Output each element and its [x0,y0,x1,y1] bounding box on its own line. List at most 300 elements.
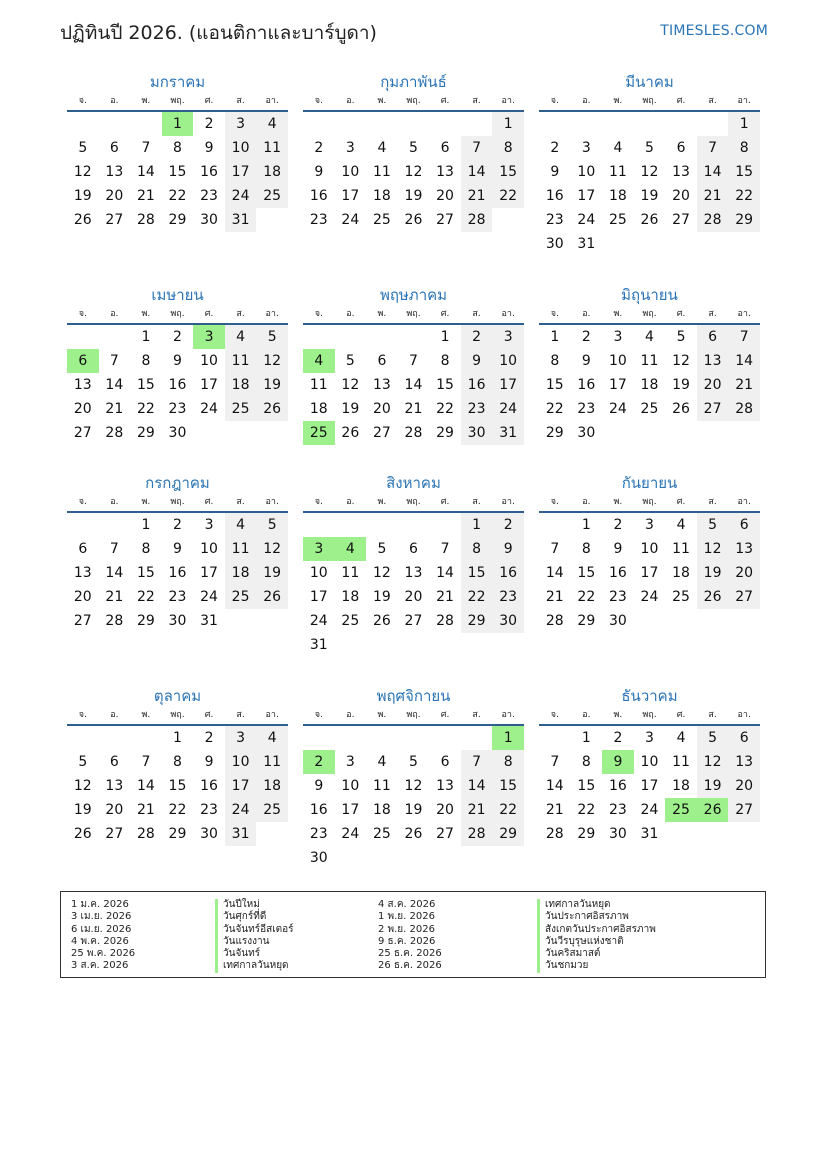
site-link[interactable]: TIMESLES.COM [660,23,768,39]
weekday-label: พ. [141,309,151,319]
weekday-label: จ. [314,710,323,720]
weekday-label: ศ. [204,710,214,720]
day-cell: 24 [341,212,360,228]
day-cell: 30 [309,850,328,866]
day-cell: 9 [173,353,182,369]
month-block [539,283,760,445]
day-cell: 10 [577,164,596,180]
legend-date: 4 พ.ค. 2026 [71,935,129,947]
day-cell: 6 [676,140,686,156]
weekday-label: จ. [314,309,323,319]
day-grid [303,325,524,445]
day-cell: 31 [640,826,659,842]
weekday-label: พ. [377,710,387,720]
weekday-header [67,495,288,513]
day-cell: 9 [613,541,623,557]
day-cell: 26 [372,613,391,629]
empty-cell [303,726,335,750]
weekday-label: อ. [110,497,119,507]
empty-cell [461,112,493,136]
day-cell: 20 [73,401,92,417]
day-cell: 15 [545,377,564,393]
month-block [539,684,760,846]
day-cell: 11 [225,537,257,561]
legend-holiday-name: สังเกตวันประกาศอิสรภาพ [537,924,656,936]
day-cell: 22 [545,401,564,417]
weekday-label: ส. [236,497,245,507]
day-cell: 28 [136,212,155,228]
day-cell: 16 [545,188,564,204]
month-name: ตุลาคม [153,687,202,705]
day-cell: 19 [640,188,659,204]
month-name: กรกฎาคม [145,474,210,492]
legend-date: 25 ธ.ค. 2026 [378,948,442,960]
day-cell: 16 [200,164,218,180]
day-cell: 24 [309,613,328,629]
weekday-label: ศ. [440,96,450,106]
weekday-label: พ. [141,497,151,507]
day-cell: 5 [78,140,88,156]
day-cell: 26 [73,212,92,228]
day-cell: 5 [256,513,288,537]
month-block [303,471,524,657]
day-cell: 7 [409,353,418,369]
weekday-label: พฤ. [170,96,185,106]
day-cell: 14 [105,377,124,393]
month-block [67,684,288,846]
day-cell: 28 [461,822,493,846]
day-cell: 27 [697,397,729,421]
day-cell: 11 [256,750,288,774]
day-cell: 4 [256,112,288,136]
weekday-header [67,307,288,325]
day-cell: 21 [545,589,564,605]
day-cell: 11 [309,377,328,393]
day-cell: 28 [404,425,423,441]
day-cell: 17 [200,377,218,393]
day-cell: 8 [550,353,560,369]
empty-cell [303,513,335,537]
day-cell: 16 [608,778,627,794]
day-cell: 23 [168,401,187,417]
day-cell: 18 [225,561,257,585]
day-cell: 15 [492,774,524,798]
weekday-label: พ. [377,96,387,106]
day-cell: 22 [461,585,493,609]
day-cell: 5 [409,754,418,770]
day-cell: 24 [200,589,218,605]
day-cell: 21 [105,589,124,605]
day-cell: 24 [577,212,596,228]
day-cell: 4 [377,754,387,770]
day-cell: 14 [404,377,423,393]
day-cell: 9 [173,541,182,557]
day-cell: 26 [341,425,360,441]
weekday-label: ศ. [204,497,214,507]
day-cell: 9 [492,537,524,561]
day-cell: 30 [461,421,493,445]
day-cell: 2 [550,140,560,156]
day-cell: 12 [404,164,423,180]
day-cell: 25 [225,397,257,421]
weekday-label: พฤ. [170,497,185,507]
day-cell: 1 [492,112,524,136]
empty-cell [429,513,461,537]
day-cell: 30 [492,609,524,633]
day-cell: 20 [436,188,454,204]
weekday-label: ศ. [676,96,686,106]
weekday-label: พ. [377,309,387,319]
weekday-label: จ. [550,309,559,319]
legend-holiday-name: เทศกาลวันหยุด [537,899,656,911]
weekday-label: ส. [236,710,245,720]
legend-holiday-name: วันจันทร์อีสเตอร์ [215,924,294,936]
day-cell: 23 [461,397,493,421]
day-cell: 4 [613,140,623,156]
day-cell: 17 [341,188,360,204]
day-cell: 16 [168,565,187,581]
day-cell: 6 [728,513,760,537]
day-cell: 12 [341,377,360,393]
day-cell: 26 [672,401,690,417]
day-cell: 10 [492,349,524,373]
day-cell: 31 [577,236,596,252]
empty-cell [303,112,335,136]
day-cell: 10 [341,778,360,794]
day-cell: 6 [728,726,760,750]
day-cell: 19 [73,802,92,818]
day-cell: 16 [309,188,328,204]
day-cell: 8 [173,754,182,770]
day-cell: 24 [200,401,218,417]
day-cell: 17 [640,778,659,794]
day-cell: 30 [168,425,187,441]
day-grid [539,513,760,633]
day-cell: 3 [225,726,257,750]
holiday-day-cell: 26 [697,798,729,822]
weekday-label: ศ. [676,497,686,507]
day-cell: 7 [440,541,450,557]
day-grid [303,112,524,232]
weekday-label: ส. [472,96,481,106]
day-cell: 14 [436,565,454,581]
weekday-label: จ. [550,96,559,106]
weekday-label: ส. [708,96,717,106]
day-grid [539,726,760,846]
day-cell: 25 [225,585,257,609]
month-name: กันยายน [621,474,678,492]
day-cell: 5 [78,754,88,770]
holiday-day-cell: 25 [665,798,697,822]
holiday-day-cell: 1 [492,726,524,750]
day-cell: 22 [577,802,596,818]
day-cell: 1 [440,329,450,345]
empty-cell [99,325,131,349]
day-cell: 13 [372,377,391,393]
day-cell: 1 [461,513,493,537]
month-block [67,471,288,633]
month-block [67,70,288,232]
day-cell: 19 [404,802,423,818]
day-grid [539,325,760,445]
empty-cell [602,112,634,136]
day-cell: 2 [204,730,214,746]
day-cell: 28 [436,613,454,629]
day-cell: 20 [672,188,690,204]
day-cell: 13 [728,750,760,774]
day-cell: 18 [372,188,391,204]
day-cell: 20 [73,589,92,605]
weekday-label: ศ. [204,96,214,106]
weekday-label: อา. [501,96,515,106]
weekday-label: อ. [582,497,591,507]
empty-cell [539,726,571,750]
empty-cell [67,726,99,750]
day-cell: 11 [608,164,627,180]
day-cell: 12 [404,778,423,794]
day-cell: 11 [225,349,257,373]
day-cell: 15 [168,778,187,794]
day-cell: 29 [461,609,493,633]
day-cell: 20 [436,802,454,818]
empty-cell [429,112,461,136]
weekday-label: อา. [501,497,515,507]
day-cell: 16 [309,802,328,818]
day-cell: 31 [200,613,218,629]
day-cell: 21 [404,401,423,417]
legend-holiday-name: วันศุกร์ที่ดี [215,911,294,923]
holiday-legend [60,891,766,978]
month-name: มกราคม [149,73,206,91]
month-name: พฤษภาคม [379,286,448,304]
empty-cell [67,513,99,537]
day-cell: 27 [73,425,92,441]
day-cell: 1 [728,112,760,136]
day-cell: 19 [256,373,288,397]
day-cell: 19 [404,188,423,204]
empty-cell [99,726,131,750]
legend-date: 1 ม.ค. 2026 [71,899,129,910]
day-cell: 5 [676,329,686,345]
day-cell: 30 [608,826,627,842]
day-cell: 24 [492,397,524,421]
day-cell: 26 [256,397,288,421]
day-cell: 29 [136,425,155,441]
day-cell: 11 [640,353,659,369]
day-cell: 16 [577,377,596,393]
day-cell: 28 [105,425,124,441]
day-cell: 13 [105,778,124,794]
weekday-label: อ. [582,96,591,106]
day-cell: 15 [436,377,454,393]
month-name: มิถุนายน [621,286,678,304]
day-cell: 15 [461,561,493,585]
day-cell: 22 [136,589,155,605]
legend-date: 2 พ.ย. 2026 [378,923,435,935]
day-cell: 16 [461,373,493,397]
day-cell: 21 [105,401,124,417]
day-grid [539,112,760,256]
day-cell: 29 [577,826,596,842]
day-cell: 6 [697,325,729,349]
day-cell: 28 [728,397,760,421]
legend-left-dates [71,899,135,973]
day-cell: 24 [608,401,627,417]
weekday-label: พฤ. [406,309,421,319]
empty-cell [67,112,99,136]
day-cell: 16 [492,561,524,585]
day-cell: 7 [109,353,119,369]
weekday-header [303,307,524,325]
day-cell: 21 [697,184,729,208]
empty-cell [665,112,697,136]
weekday-label: อ. [110,710,119,720]
day-cell: 4 [676,517,686,533]
empty-cell [335,726,367,750]
day-cell: 15 [728,160,760,184]
day-cell: 4 [225,513,257,537]
day-cell: 21 [728,373,760,397]
day-cell: 14 [545,778,564,794]
day-cell: 6 [78,541,88,557]
weekday-header [303,495,524,513]
legend-date: 3 ส.ค. 2026 [71,960,129,972]
day-cell: 3 [613,329,623,345]
day-cell: 1 [581,517,591,533]
empty-cell [539,513,571,537]
day-cell: 18 [672,778,690,794]
day-cell: 24 [225,798,257,822]
day-cell: 17 [608,377,627,393]
weekday-label: ส. [236,96,245,106]
day-cell: 3 [204,517,214,533]
day-cell: 10 [225,136,257,160]
day-cell: 5 [697,513,729,537]
day-cell: 26 [640,212,659,228]
weekday-label: อ. [110,309,119,319]
day-cell: 18 [341,589,360,605]
day-cell: 27 [436,826,454,842]
day-cell: 14 [461,774,493,798]
legend-holiday-name: วันจันทร์ [215,948,294,960]
month-name: มีนาคม [625,73,674,91]
empty-cell [461,726,493,750]
day-cell: 13 [73,377,92,393]
day-cell: 30 [168,613,187,629]
month-block [539,471,760,633]
day-cell: 3 [645,730,654,746]
day-cell: 29 [492,822,524,846]
day-cell: 17 [309,589,328,605]
day-cell: 27 [672,212,690,228]
empty-cell [335,325,367,349]
legend-holiday-name: วันชกมวย [537,960,656,972]
day-cell: 23 [200,188,218,204]
day-cell: 12 [256,349,288,373]
empty-cell [634,112,666,136]
day-cell: 15 [168,164,187,180]
day-cell: 6 [109,140,119,156]
day-cell: 12 [640,164,659,180]
weekday-label: ส. [472,497,481,507]
legend-right-names [537,899,656,973]
day-cell: 28 [545,613,564,629]
day-cell: 23 [168,589,187,605]
weekday-label: อ. [110,96,119,106]
day-cell: 8 [141,541,151,557]
day-cell: 13 [404,565,423,581]
day-cell: 6 [440,754,450,770]
day-cell: 6 [109,754,119,770]
day-cell: 31 [492,421,524,445]
weekday-label: พ. [613,497,623,507]
day-grid [67,513,288,633]
empty-cell [571,112,603,136]
day-cell: 28 [105,613,124,629]
day-cell: 10 [640,754,659,770]
day-cell: 17 [225,160,257,184]
day-cell: 27 [105,212,124,228]
day-cell: 21 [461,798,493,822]
day-cell: 25 [372,826,391,842]
day-cell: 2 [581,329,591,345]
day-cell: 14 [105,565,124,581]
day-cell: 23 [545,212,564,228]
day-cell: 16 [168,377,187,393]
legend-right-dates [378,899,442,973]
weekday-label: ส. [472,309,481,319]
weekday-label: พ. [613,96,623,106]
day-cell: 1 [141,517,151,533]
day-cell: 3 [492,325,524,349]
day-cell: 10 [200,353,218,369]
day-cell: 15 [136,565,155,581]
day-cell: 20 [404,589,423,605]
day-cell: 17 [492,373,524,397]
day-cell: 3 [645,517,654,533]
day-cell: 28 [545,826,564,842]
empty-cell [303,325,335,349]
day-cell: 25 [372,212,391,228]
day-cell: 27 [404,613,423,629]
day-cell: 23 [200,802,218,818]
day-cell: 5 [345,353,355,369]
day-cell: 5 [377,541,387,557]
weekday-label: อา. [501,710,515,720]
day-cell: 12 [73,164,92,180]
empty-cell [99,513,131,537]
weekday-label: จ. [314,497,323,507]
day-cell: 7 [109,541,119,557]
day-cell: 22 [436,401,454,417]
day-cell: 11 [372,164,391,180]
legend-date: 9 ธ.ค. 2026 [378,935,436,947]
day-grid [67,726,288,846]
day-cell: 8 [581,541,591,557]
day-cell: 11 [341,565,360,581]
day-cell: 9 [461,349,493,373]
empty-cell [539,112,571,136]
day-cell: 12 [697,537,729,561]
day-cell: 19 [256,561,288,585]
weekday-label: ส. [708,309,717,319]
day-cell: 19 [73,188,92,204]
day-cell: 1 [141,329,151,345]
day-cell: 13 [436,778,454,794]
weekday-label: จ. [78,710,87,720]
weekday-label: ศ. [676,710,686,720]
weekday-label: พฤ. [170,309,185,319]
